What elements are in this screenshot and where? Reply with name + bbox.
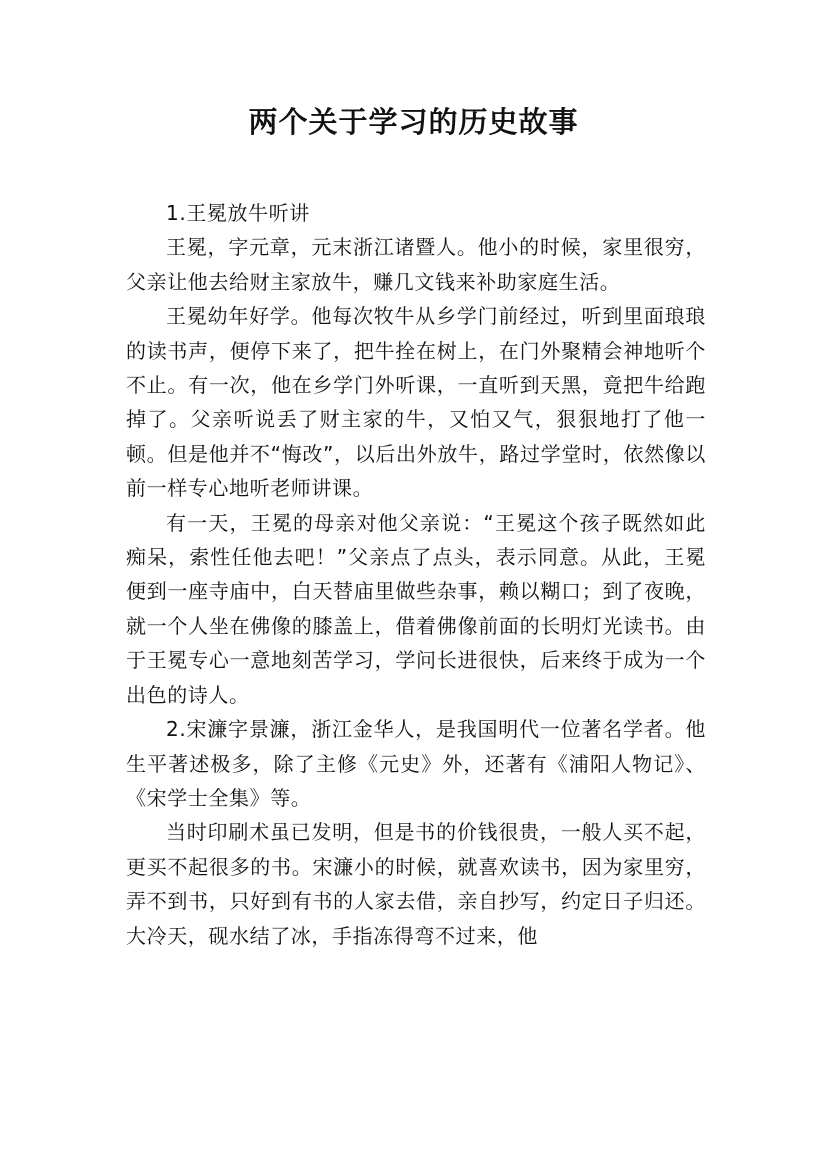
paragraph: 当时印刷术虽已发明，但是书的价钱很贵，一般人买不起，更买不起很多的书。宋濂小的时候，就喜欢读书，因为家里穷，弄不到书，只好到有书的人家去借，亲自抄写，约定日子归还。大冷天，砚水结了冰，手指冻得弯不过来，他 xyxy=(126,820,706,948)
document-title: 两个关于学习的历史故事 xyxy=(248,105,579,139)
paragraph: 王冕幼年好学。他每次牧牛从乡学门前经过，听到里面琅琅的读书声，便停下来了，把牛拴在树上，在门外聚精会神地听个不止。有一次，他在乡学门外听课，一直听到天黑，竟把牛给跑掉了。父亲听说丢了财主家的牛，又怕又气，狠狠地打了他一顿。但是他并不“悔改”，以后出外放牛，路过学堂时，依然像以前一样专心地听老师讲课。 xyxy=(126,304,706,501)
paragraph: 有一天，王冕的母亲对他父亲说：“王冕这个孩子既然如此痴呆，索性任他去吧！”父亲点了点头，表示同意。从此，王冕便到一座寺庙中，白天替庙里做些杂事，赖以糊口；到了夜晚，就一个人坐在佛像的膝盖上，借着佛像前面的长明灯光读书。由于王冕专心一意地刻苦学习，学问长进很快，后来终于成为一个出色的诗人。 xyxy=(126,510,706,707)
paragraph: 2.宋濂字景濂，浙江金华人，是我国明代一位著名学者。他生平著述极多，除了主修《元史》外，还著有《浦阳人物记》、《宋学士全集》等。 xyxy=(126,717,706,810)
paragraph: 王冕，字元章，元末浙江诸暨人。他小的时候，家里很穷，父亲让他去给财主家放牛，赚几文钱来补助家庭生活。 xyxy=(126,235,706,294)
section-heading-1: 1.王冕放牛听讲 xyxy=(166,201,310,225)
document-body xyxy=(126,196,706,953)
